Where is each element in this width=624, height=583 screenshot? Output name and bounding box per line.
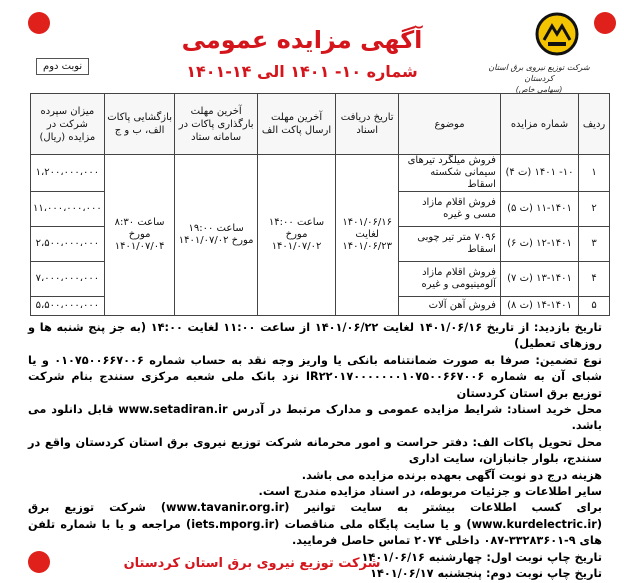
details-paragraph: سایر اطلاعات و جزئیات مربوطه، در اسناد مزایده مندرج است. — [258, 485, 602, 499]
delivery-location-paragraph: محل تحویل پاکات الف: دفتر حراست و امور محرمانه شرکت توزیع نیروی برق استان کردستان واقع در سنندج، بلوار جانبازان، سایت اداری — [28, 435, 602, 466]
row-deposit: ۷،۰۰۰،۰۰۰،۰۰۰ — [31, 262, 105, 297]
red-dot-top-right — [594, 12, 616, 34]
table-header-row — [31, 94, 610, 155]
row-number: ۱۲-۱۴۰۱ (ت ۶) — [500, 227, 578, 262]
footer-company-name: شرکت توزیع نیروی برق استان کردستان — [123, 556, 381, 571]
print-date-second: تاریخ چاپ نوبت دوم: پنجشنبه ۱۴۰۱/۰۶/۱۷ — [370, 567, 602, 581]
upload-deadline: ساعت ۱۹:۰۰ مورخ ۱۴۰۱/۰۷/۰۲ — [175, 155, 257, 316]
col-row: ردیف — [579, 94, 610, 155]
company-name-small — [484, 62, 594, 95]
row-index: ۱ — [579, 155, 610, 192]
row-index: ۵ — [579, 297, 610, 316]
row-number: ۱۰- ۱۴۰۱ (ت ۴) — [500, 155, 578, 192]
row-number: ۱۴-۱۴۰۱ (ت ۸) — [500, 297, 578, 316]
red-dot-top-left — [28, 12, 50, 34]
row-index: ۴ — [579, 262, 610, 297]
row-deposit: ۲،۵۰۰،۰۰۰،۰۰۰ — [31, 227, 105, 262]
col-envelope-deadline: آخرین مهلت ارسال پاکت الف — [257, 94, 335, 155]
round-badge: نوبت دوم — [36, 58, 89, 75]
col-opening: بازگشایی پاکات الف، ب و ج — [104, 94, 175, 155]
row-subject: فروش اقلام مازاد آلومینیومی و غیره — [399, 262, 501, 297]
col-receive-date: تاریخ دریافت اسناد — [336, 94, 399, 155]
print-date-first: تاریخ چاپ نوبت اول: چهارشنبه ۱۴۰۱/۰۶/۱۶ — [361, 550, 602, 564]
purchase-location-paragraph: محل خرید اسناد: شرایط مزایده عمومی و مدارک مرتبط در آدرس www.setadiran.ir قابل دانلود می باشد. — [28, 403, 602, 433]
col-upload-deadline: آخرین مهلت بارگذاری پاکات در سامانه ستاد — [175, 94, 257, 155]
table-row — [31, 155, 610, 192]
opening-time: ساعت ۸:۳۰ مورخ ۱۴۰۱/۰۷/۰۴ — [104, 155, 175, 316]
col-number: شماره مزایده — [500, 94, 578, 155]
row-deposit: ۵،۵۰۰،۰۰۰،۰۰۰ — [31, 297, 105, 316]
row-number: ۱۱-۱۴۰۱ (ت ۵) — [500, 192, 578, 227]
row-index: ۳ — [579, 227, 610, 262]
col-deposit: میزان سپرده شرکت در مزایده (ریال) — [31, 94, 105, 155]
cost-paragraph: هزینه درج دو نوبت آگهی بعهده برنده مزایده می باشد. — [301, 468, 602, 482]
row-deposit: ۱،۲۰۰،۰۰۰،۰۰۰ — [31, 155, 105, 192]
row-subject: فروش آهن آلات — [399, 297, 501, 316]
row-subject: فروش اقلام مازاد مسی و غیره — [399, 192, 501, 227]
row-number: ۱۳-۱۴۰۱ (ت ۷) — [500, 262, 578, 297]
company-small-sub: (سهامی خاص) — [515, 85, 563, 94]
row-index: ۲ — [579, 192, 610, 227]
receive-dates: ۱۴۰۱/۰۶/۱۶ لغایت ۱۴۰۱/۰۶/۲۳ — [336, 155, 399, 316]
page-title: آگهی مزایده عمومی — [181, 26, 423, 54]
notice-body — [28, 320, 602, 583]
row-subject: ۷۰۹۶ متر تیر چوبی اسقاط — [399, 227, 501, 262]
contact-paragraph: برای کسب اطلاعات بیشتر به سایت توانیر (www.tavanir.org.ir) شرکت توزیع برق (www.kurdelectric.ir) و یا سایت پایگاه ملی مناقصات (iets.mporg.ir) مراجعه و یا با شماره تلفن های ۹-۳۳۲۸۳۶۰۱-۰۸۷ داخلی ۲۰۷۴ تماس حاصل فرمایید. — [28, 501, 602, 548]
guarantee-paragraph: نوع تضمین: صرفا به صورت ضمانتنامه بانکی یا واریز وجه نقد به حساب شماره ۰۱۰۷۵۰۰۶۶۷۰۰۶ و یا شبای آن به شماره IR۲۲۰۱۷۰۰۰۰۰۰۰۱۰۷۵۰۰۶۶۷۰۰۶ نزد بانک ملی شعبه مرکزی سنندج بنام شرکت توزیع برق استان کردستان — [28, 353, 602, 400]
col-subject: موضوع — [399, 94, 501, 155]
row-subject: فروش میلگرد تیرهای سیمانی شکسته اسقاط — [399, 155, 501, 192]
page-subtitle: شماره ۱۰- ۱۴۰۱ الی ۱۴-۱۴۰۱ — [186, 62, 418, 81]
auction-table — [30, 93, 610, 316]
company-small-name: شرکت توزیع نیروی برق استان کردستان — [488, 63, 590, 83]
visit-date-paragraph: تاریخ بازدید: از تاریخ ۱۴۰۱/۰۶/۱۶ لغایت ۱۴۰۱/۰۶/۲۲ از ساعت ۱۱:۰۰ لغایت ۱۴:۰۰ (به جز پنج شنبه ها و روزهای تعطیل) — [28, 321, 602, 351]
row-deposit: ۱۱،۰۰۰،۰۰۰،۰۰۰ — [31, 192, 105, 227]
envelope-deadline: ساعت ۱۴:۰۰ مورخ ۱۴۰۱/۰۷/۰۲ — [257, 155, 335, 316]
